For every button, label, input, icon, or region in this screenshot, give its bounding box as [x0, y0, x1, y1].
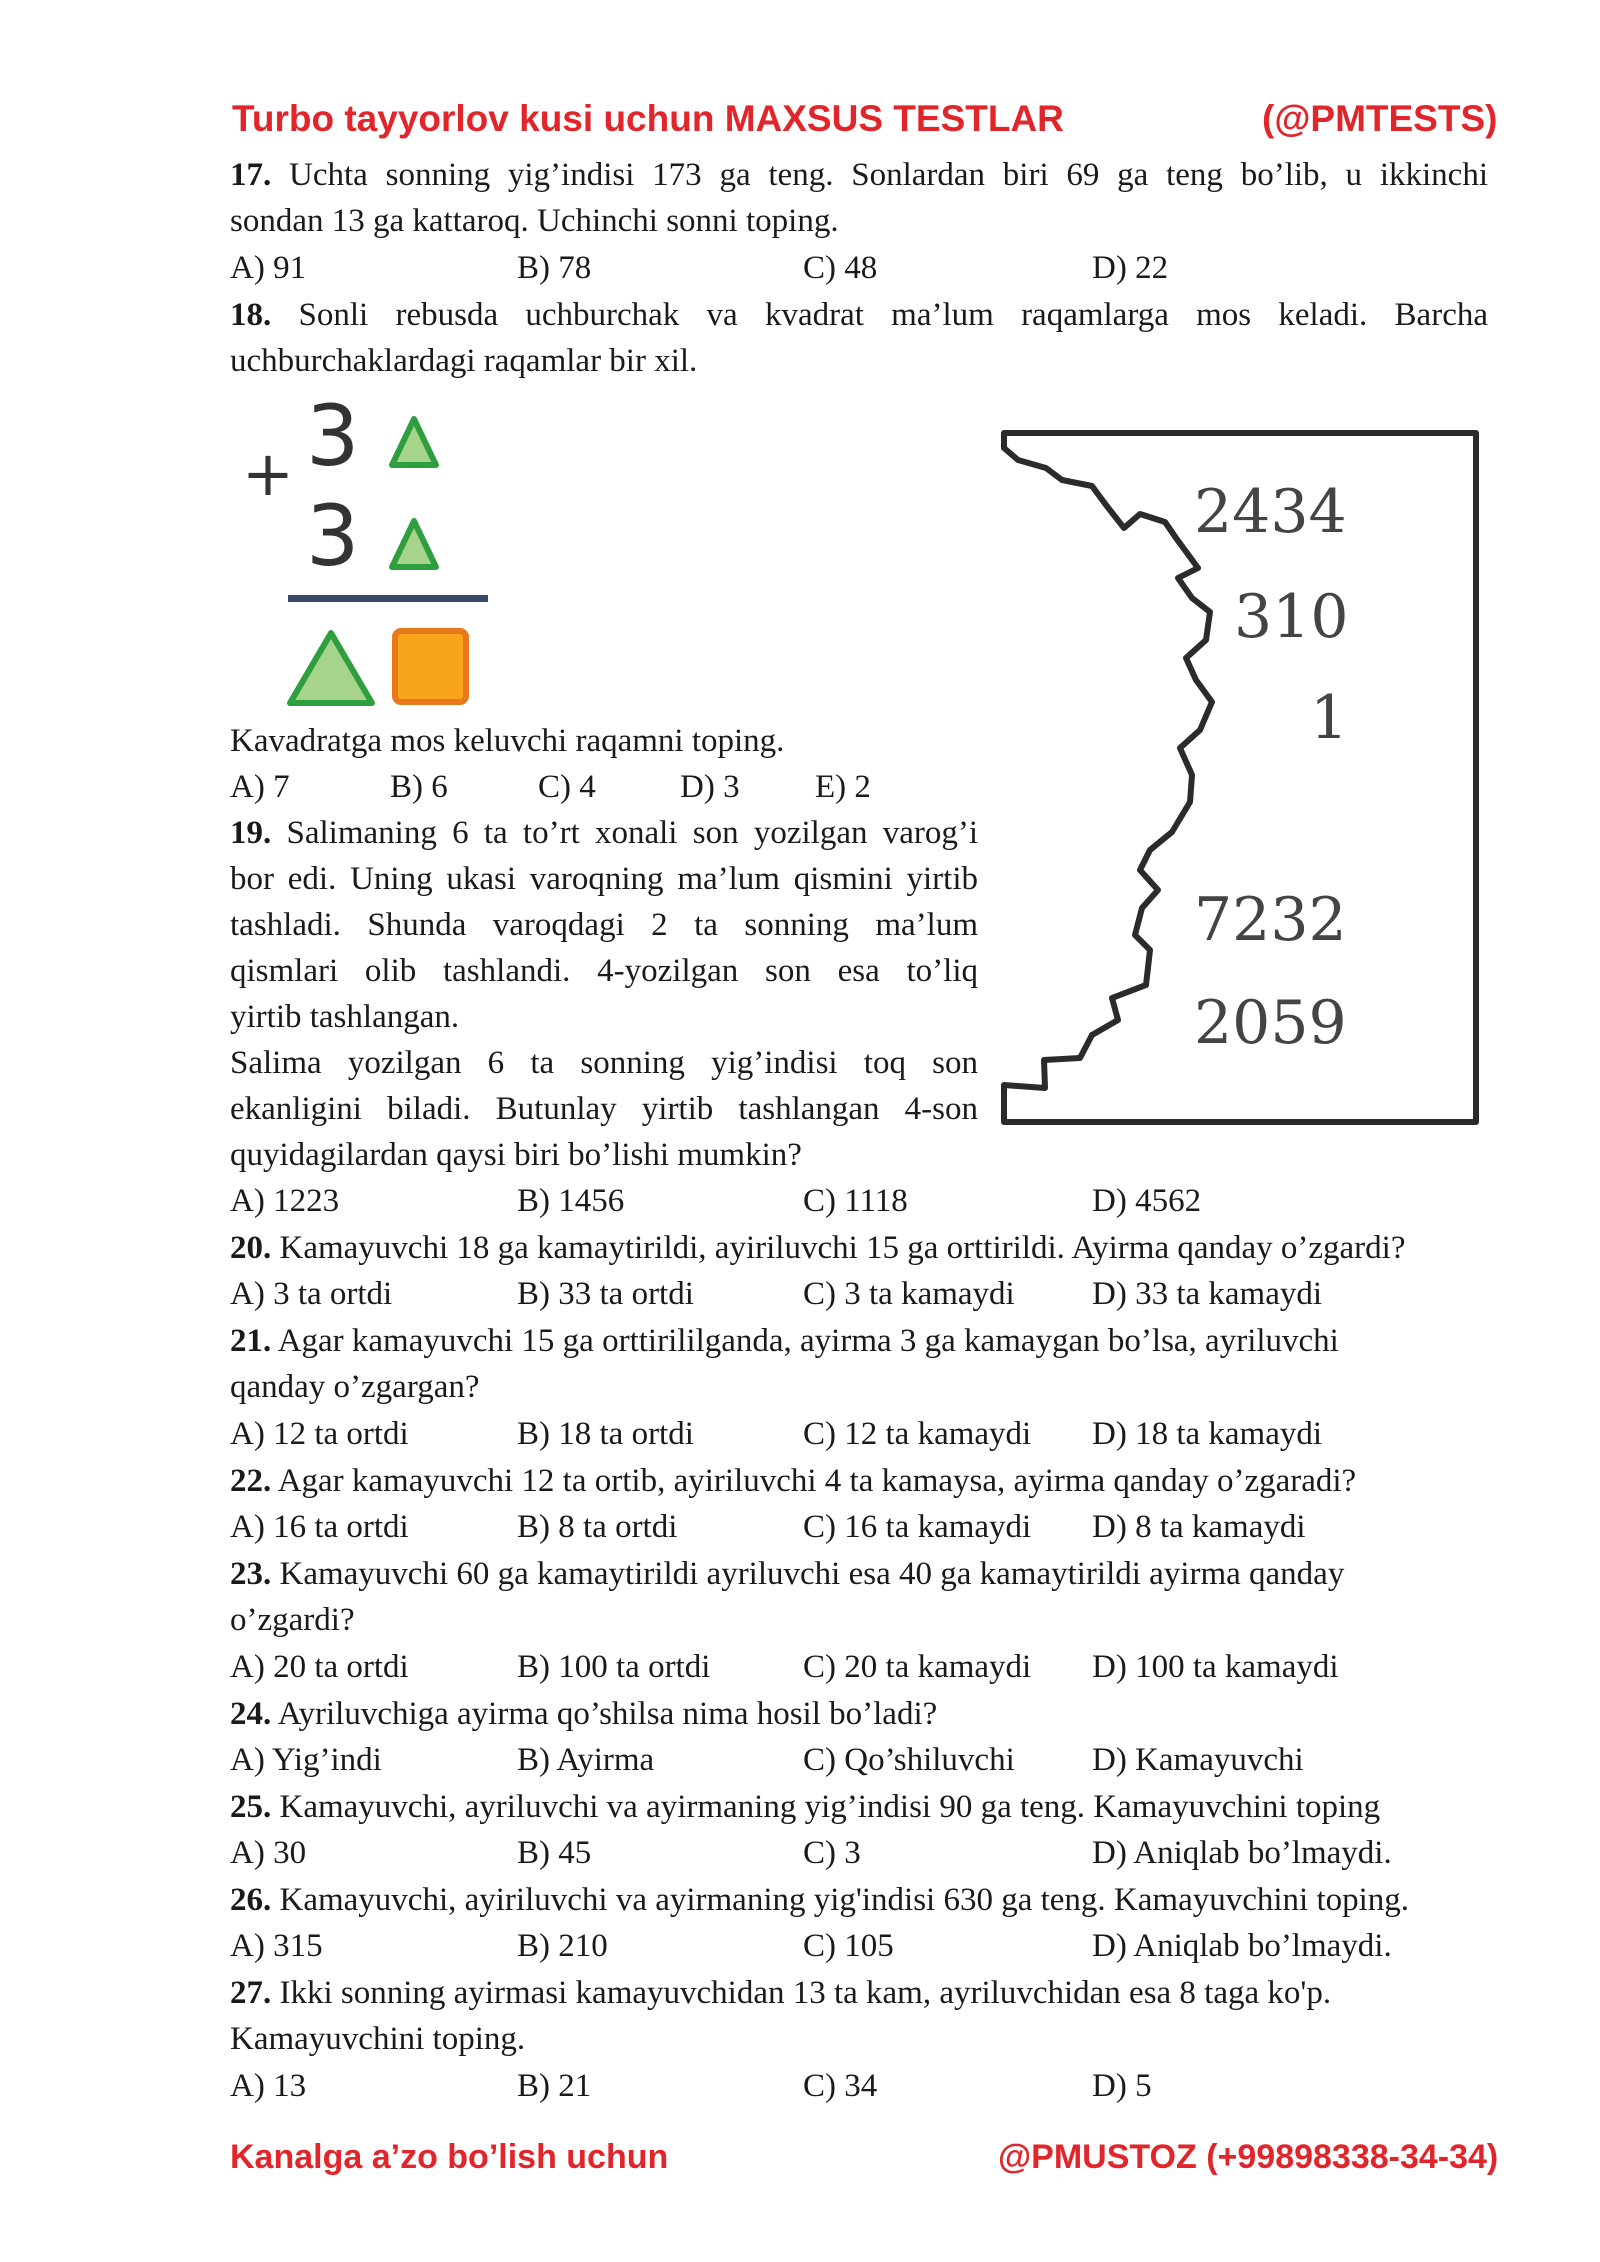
q19-line7: ekanligini biladi. Butunlay yirtib tashlangan 4-son	[230, 1091, 978, 1127]
q21-number: 21.	[230, 1323, 272, 1359]
torn-number-1: 2434	[1194, 477, 1347, 547]
rebus-digit-1: 3	[306, 387, 360, 485]
q25-option-c[interactable]: C) 3	[803, 1835, 861, 1871]
q17-option-c[interactable]: C) 48	[803, 250, 878, 286]
q23-option-c[interactable]: C) 20 ta kamaydi	[803, 1649, 1032, 1685]
q19-line2: bor edi. Uning ukasi varoqning ma’lum qismini yirtib	[230, 861, 978, 897]
q18-number: 18.	[230, 297, 272, 333]
q21-option-a[interactable]: A) 12 ta ortdi	[230, 1416, 409, 1452]
q26-option-b[interactable]: B) 210	[517, 1928, 608, 1964]
q22-option-a[interactable]: A) 16 ta ortdi	[230, 1509, 409, 1545]
q17-option-a[interactable]: A) 91	[230, 250, 307, 286]
q24-line1: 24. Ayriluvchiga ayirma qo’shilsa nima hosil bo’ladi?	[230, 1696, 938, 1732]
torn-number-5: 2059	[1194, 988, 1347, 1058]
q24-option-c[interactable]: C) Qo’shiluvchi	[803, 1742, 1015, 1778]
q22-option-c[interactable]: C) 16 ta kamaydi	[803, 1509, 1032, 1545]
q23-option-d[interactable]: D) 100 ta kamaydi	[1092, 1649, 1339, 1685]
q19-option-b[interactable]: B) 1456	[517, 1183, 625, 1219]
header-title: Turbo tayyorlov kusi uchun MAXSUS TESTLAR	[232, 98, 1064, 139]
q26-option-d[interactable]: D) Aniqlab bo’lmaydi.	[1092, 1928, 1392, 1964]
rebus-figure	[240, 387, 500, 715]
q20-option-d[interactable]: D) 33 ta kamaydi	[1092, 1276, 1323, 1312]
q18-option-a[interactable]: A) 7	[230, 769, 290, 805]
torn-number-2: 310	[1234, 582, 1349, 652]
q21-line1: 21. Agar kamayuvchi 15 ga orttirililganda, ayirma 3 ga kamaygan bo’lsa, ayriluvchi	[230, 1323, 1339, 1359]
triangle-icon	[392, 521, 436, 567]
q18-option-d[interactable]: D) 3	[680, 769, 740, 805]
torn-paper-figure	[1000, 430, 1480, 1130]
q18-line1: 18. Sonli rebusda uchburchak va kvadrat ma’lum raqamlarga mos keladi. Barcha	[230, 297, 1488, 333]
q25-option-a[interactable]: A) 30	[230, 1835, 307, 1871]
footer-left: Kanalga a’zo bo’lish uchun	[230, 2138, 669, 2176]
q19-number: 19.	[230, 815, 272, 851]
q19-line3: tashladi. Shunda varoqdagi 2 ta sonning ma’lum	[230, 907, 978, 943]
q21-option-d[interactable]: D) 18 ta kamaydi	[1092, 1416, 1323, 1452]
q19-option-c[interactable]: C) 1118	[803, 1183, 908, 1219]
rebus-shapes	[240, 395, 500, 715]
triangle-icon	[392, 419, 436, 465]
q19-option-a[interactable]: A) 1223	[230, 1183, 340, 1219]
q21-option-b[interactable]: B) 18 ta ortdi	[517, 1416, 694, 1452]
q27-line1: 27. Ikki sonning ayirmasi kamayuvchidan 13 ta kam, ayriluvchidan esa 8 taga ko'p.	[230, 1975, 1332, 2011]
plus-sign: +	[242, 437, 294, 510]
q18-question: Kavadratga mos keluvchi raqamni toping.	[230, 723, 785, 759]
q21-option-c[interactable]: C) 12 ta kamaydi	[803, 1416, 1032, 1452]
q27-number: 27.	[230, 1975, 272, 2011]
q25-line1: 25. Kamayuvchi, ayriluvchi va ayirmaning yig’indisi 90 ga teng. Kamayuvchini toping	[230, 1789, 1381, 1825]
q18-option-b[interactable]: B) 6	[390, 769, 448, 805]
q17-line1: 17. Uchta sonning yig’indisi 173 ga teng. Sonlardan biri 69 ga teng bo’lib, u ikkinchi	[230, 157, 1488, 193]
q23-option-a[interactable]: A) 20 ta ortdi	[230, 1649, 409, 1685]
q22-line1: 22. Agar kamayuvchi 12 ta ortib, ayiriluvchi 4 ta kamaysa, ayirma qanday o’zgaradi?	[230, 1463, 1357, 1499]
q25-number: 25.	[230, 1789, 272, 1825]
q25-option-b[interactable]: B) 45	[517, 1835, 592, 1871]
q26-option-c[interactable]: C) 105	[803, 1928, 894, 1964]
q19-option-d[interactable]: D) 4562	[1092, 1183, 1202, 1219]
q23-number: 23.	[230, 1556, 272, 1592]
q23-line1: 23. Kamayuvchi 60 ga kamaytirildi ayriluvchi esa 40 ga kamaytirildi ayirma qanday	[230, 1556, 1345, 1592]
q26-number: 26.	[230, 1882, 272, 1918]
q23-option-b[interactable]: B) 100 ta ortdi	[517, 1649, 711, 1685]
q27-option-b[interactable]: B) 21	[517, 2068, 592, 2104]
q20-number: 20.	[230, 1230, 272, 1266]
q21-line2: qanday o’zgargan?	[230, 1369, 480, 1405]
header-handle: (@PMTESTS)	[1262, 98, 1498, 139]
q27-option-d[interactable]: D) 5	[1092, 2068, 1152, 2104]
q20-option-b[interactable]: B) 33 ta ortdi	[517, 1276, 694, 1312]
torn-number-3: 1	[1310, 683, 1349, 753]
q17-line2: sondan 13 ga kattaroq. Uchinchi sonni toping.	[230, 203, 839, 239]
q20-option-a[interactable]: A) 3 ta ortdi	[230, 1276, 393, 1312]
q18-option-c[interactable]: C) 4	[538, 769, 596, 805]
q17-option-d[interactable]: D) 22	[1092, 250, 1169, 286]
q17-option-b[interactable]: B) 78	[517, 250, 592, 286]
q18-option-e[interactable]: E) 2	[815, 769, 871, 805]
q26-option-a[interactable]: A) 315	[230, 1928, 323, 1964]
q27-option-a[interactable]: A) 13	[230, 2068, 307, 2104]
q22-number: 22.	[230, 1463, 272, 1499]
q27-line2: Kamayuvchini toping.	[230, 2021, 526, 2057]
q26-line1: 26. Kamayuvchi, ayiriluvchi va ayirmaning yig'indisi 630 ga teng. Kamayuvchini toping.	[230, 1882, 1410, 1918]
q22-option-d[interactable]: D) 8 ta kamaydi	[1092, 1509, 1306, 1545]
q18-line2: uchburchaklardagi raqamlar bir xil.	[230, 343, 698, 379]
torn-number-4: 7232	[1194, 885, 1347, 955]
rebus-digit-2: 3	[306, 487, 360, 585]
q17-number: 17.	[230, 157, 272, 193]
triangle-icon	[290, 633, 372, 703]
q25-option-d[interactable]: D) Aniqlab bo’lmaydi.	[1092, 1835, 1392, 1871]
q24-option-d[interactable]: D) Kamayuvchi	[1092, 1742, 1304, 1778]
q24-option-a[interactable]: A) Yig’indi	[230, 1742, 382, 1778]
q19-line5: yirtib tashlangan.	[230, 999, 460, 1035]
square-icon	[395, 631, 466, 702]
q19-line8: quyidagilardan qaysi biri bo’lishi mumkin?	[230, 1137, 802, 1173]
q24-number: 24.	[230, 1696, 272, 1732]
q22-option-b[interactable]: B) 8 ta ortdi	[517, 1509, 678, 1545]
q24-option-b[interactable]: B) Ayirma	[517, 1742, 655, 1778]
q20-line1: 20. Kamayuvchi 18 ga kamaytirildi, ayiriluvchi 15 ga orttirildi. Ayirma qanday o’zgardi?	[230, 1230, 1406, 1266]
footer-right[interactable]: @PMUSTOZ (+99898338-34-34)	[998, 2138, 1499, 2176]
q23-line2: o’zgardi?	[230, 1602, 355, 1638]
q27-option-c[interactable]: C) 34	[803, 2068, 878, 2104]
q19-line1: 19. Salimaning 6 ta to’rt xonali son yozilgan varog’i	[230, 815, 979, 851]
rebus-line	[288, 595, 488, 602]
q19-line4: qismlari olib tashlandi. 4-yozilgan son esa to’liq	[230, 953, 978, 989]
q19-line6: Salima yozilgan 6 ta sonning yig’indisi toq son	[230, 1045, 978, 1081]
q20-option-c[interactable]: C) 3 ta kamaydi	[803, 1276, 1015, 1312]
